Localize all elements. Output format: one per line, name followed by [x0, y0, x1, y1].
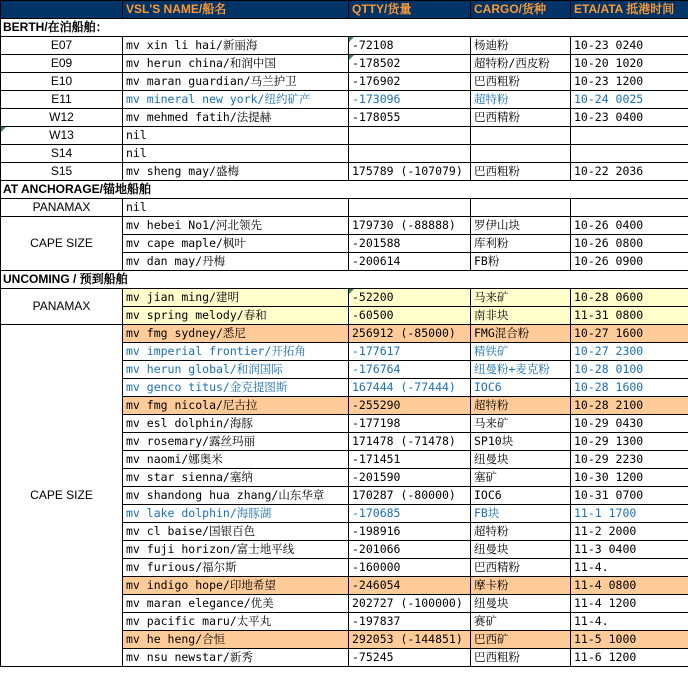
eta-cell[interactable]: 10-28 0100 — [571, 361, 688, 379]
cargo-cell[interactable]: 巴西矿 — [471, 631, 571, 649]
vessel-cell[interactable]: mv imperial frontier/开拓角 — [123, 343, 349, 361]
berth-cell[interactable]: E09 — [1, 55, 123, 73]
table-row[interactable] — [1, 73, 688, 91]
cargo-cell[interactable]: 精铁矿 — [471, 343, 571, 361]
cargo-cell[interactable]: FMG混合粉 — [471, 325, 571, 343]
qty-cell[interactable]: -171451 — [349, 451, 471, 469]
cargo-cell[interactable]: 纽曼块 — [471, 451, 571, 469]
qty-cell[interactable]: -177198 — [349, 415, 471, 433]
eta-cell[interactable]: 10-28 1600 — [571, 379, 688, 397]
table-header-row — [1, 1, 688, 19]
table-row[interactable] — [1, 127, 688, 145]
cargo-cell[interactable]: FB粉 — [471, 253, 571, 271]
vessel-cell[interactable]: mv spring melody/春和 — [123, 307, 349, 325]
berth-cell[interactable]: E07 — [1, 37, 123, 55]
cargo-cell[interactable]: 超特粉 — [471, 523, 571, 541]
table-row[interactable] — [1, 37, 688, 55]
eta-cell[interactable]: 11-2 2000 — [571, 523, 688, 541]
eta-cell[interactable]: 10-29 0430 — [571, 415, 688, 433]
group-capesize-upcoming: CAPE SIZE — [1, 325, 123, 667]
vessel-cell[interactable]: mv shandong hua zhang/山东华章 — [123, 487, 349, 505]
eta-cell[interactable]: 11-1 1700 — [571, 505, 688, 523]
qty-cell[interactable]: 171478 (-71478) — [349, 433, 471, 451]
qty-cell[interactable]: 170287 (-80000) — [349, 487, 471, 505]
vessel-cell[interactable]: mv maran guardian/马兰护卫 — [123, 73, 349, 91]
qty-cell[interactable]: 292053 (-144851) — [349, 631, 471, 649]
qty-cell[interactable]: -177617 — [349, 343, 471, 361]
eta-cell[interactable]: 10-23 0400 — [571, 109, 688, 127]
vessel-cell[interactable]: mv he heng/合恒 — [123, 631, 349, 649]
qty-cell[interactable]: -60500 — [349, 307, 471, 325]
vessel-cell[interactable]: mv cape maple/枫叶 — [123, 235, 349, 253]
qty-cell[interactable]: -200614 — [349, 253, 471, 271]
qty-cell[interactable]: -176902 — [349, 73, 471, 91]
eta-cell[interactable] — [571, 127, 688, 145]
eta-cell[interactable]: 10-23 1200 — [571, 73, 688, 91]
cargo-cell[interactable]: 巴西粗粉 — [471, 649, 571, 667]
vessel-cell[interactable]: mv mehmed fatih/法提赫 — [123, 109, 349, 127]
qty-cell[interactable]: -75245 — [349, 649, 471, 667]
vessel-cell[interactable]: mv herun china/和润中国 — [123, 55, 349, 73]
vessel-cell[interactable]: mv esl dolphin/海豚 — [123, 415, 349, 433]
berth-cell[interactable]: S14 — [1, 145, 123, 163]
cargo-cell[interactable] — [471, 127, 571, 145]
eta-cell[interactable]: 10-26 0900 — [571, 253, 688, 271]
cargo-cell[interactable]: 巴西精粉 — [471, 559, 571, 577]
vessel-cell[interactable]: mv hebei No1/河北领先 — [123, 217, 349, 235]
header-cargo[interactable]: CARGO/货种 — [471, 1, 571, 19]
table-row[interactable] — [1, 55, 688, 73]
qty-cell[interactable]: -52200 — [349, 289, 471, 307]
section-berth-title: BERTH/在泊船舶： — [1, 19, 688, 37]
group-panamax-anchor: PANAMAX — [1, 199, 123, 217]
cargo-cell[interactable]: 纽曼粉+麦克粉 — [471, 361, 571, 379]
vessel-cell[interactable]: mv herun global/和润国际 — [123, 361, 349, 379]
section-anchorage-row — [1, 181, 688, 199]
eta-cell[interactable]: 10-20 1020 — [571, 55, 688, 73]
eta-cell[interactable]: 11-4 1200 — [571, 595, 688, 613]
vessel-cell[interactable]: mv cl baise/国银百色 — [123, 523, 349, 541]
vessel-cell[interactable]: mv star sienna/塞纳 — [123, 469, 349, 487]
header-eta[interactable]: ETA/ATA 抵港时间 — [571, 1, 688, 19]
eta-cell[interactable]: 11-3 0400 — [571, 541, 688, 559]
qty-cell[interactable]: 167444 (-77444) — [349, 379, 471, 397]
eta-cell[interactable]: 10-26 0800 — [571, 235, 688, 253]
qty-cell[interactable]: -176764 — [349, 361, 471, 379]
qty-cell[interactable]: -72108 — [349, 37, 471, 55]
vessel-cell[interactable]: mv pacific maru/太平丸 — [123, 613, 349, 631]
qty-cell[interactable] — [349, 145, 471, 163]
vessel-cell[interactable]: mv rosemary/露丝玛丽 — [123, 433, 349, 451]
vessel-cell[interactable]: nil — [123, 199, 349, 217]
eta-cell[interactable] — [571, 145, 688, 163]
eta-cell[interactable]: 11-4 0800 — [571, 577, 688, 595]
eta-cell[interactable]: 10-23 0240 — [571, 37, 688, 55]
eta-cell[interactable]: 10-22 2036 — [571, 163, 688, 181]
cargo-cell[interactable]: 巴西粗粉 — [471, 73, 571, 91]
eta-cell[interactable]: 11-5 1000 — [571, 631, 688, 649]
cargo-cell[interactable] — [471, 145, 571, 163]
vessel-cell[interactable]: mv furious/福尔斯 — [123, 559, 349, 577]
berth-cell[interactable]: E11 — [1, 91, 123, 109]
cargo-cell[interactable]: 南非块 — [471, 307, 571, 325]
qty-cell[interactable] — [349, 199, 471, 217]
cargo-cell[interactable]: 库利粉 — [471, 235, 571, 253]
eta-cell[interactable]: 10-31 0700 — [571, 487, 688, 505]
vessel-cell[interactable]: mv sheng may/盛梅 — [123, 163, 349, 181]
cargo-cell[interactable]: 赛矿 — [471, 613, 571, 631]
group-capesize-anchor: CAPE SIZE — [1, 217, 123, 271]
vessel-cell[interactable]: mv naomi/娜奥米 — [123, 451, 349, 469]
eta-cell[interactable]: 10-28 2100 — [571, 397, 688, 415]
cargo-cell[interactable] — [471, 199, 571, 217]
vessel-cell[interactable]: mv fuji horizon/富士地平线 — [123, 541, 349, 559]
eta-cell[interactable]: 11-4. — [571, 559, 688, 577]
cargo-cell[interactable]: 纽曼块 — [471, 595, 571, 613]
eta-cell[interactable]: 10-27 1600 — [571, 325, 688, 343]
vessel-cell[interactable]: mv lake dolphin/海豚湖 — [123, 505, 349, 523]
cargo-cell[interactable]: 超特粉/西皮粉 — [471, 55, 571, 73]
qty-cell[interactable]: -246054 — [349, 577, 471, 595]
section-upcoming-title: UNCOMING / 预到船舶 — [1, 271, 688, 289]
cargo-cell[interactable]: 巴西粗粉 — [471, 163, 571, 181]
vessel-cell[interactable]: mv xin li hai/新丽海 — [123, 37, 349, 55]
vessel-cell[interactable]: mv maran elegance/优美 — [123, 595, 349, 613]
cargo-cell[interactable]: 杨迪粉 — [471, 37, 571, 55]
cargo-cell[interactable]: 超特粉 — [471, 397, 571, 415]
qty-cell[interactable]: -255290 — [349, 397, 471, 415]
cargo-cell[interactable]: IOC6 — [471, 379, 571, 397]
cargo-cell[interactable]: 马来矿 — [471, 415, 571, 433]
eta-cell[interactable]: 10-30 1200 — [571, 469, 688, 487]
eta-cell[interactable]: 10-28 0600 — [571, 289, 688, 307]
eta-cell[interactable]: 10-27 2300 — [571, 343, 688, 361]
table-row[interactable] — [1, 289, 688, 307]
qty-cell[interactable]: -201588 — [349, 235, 471, 253]
cargo-cell[interactable]: 超特粉 — [471, 91, 571, 109]
eta-cell[interactable] — [571, 199, 688, 217]
cargo-cell[interactable]: 纽曼块 — [471, 541, 571, 559]
vessel-cell[interactable]: mv nsu newstar/新秀 — [123, 649, 349, 667]
vessel-cell[interactable]: mv jian ming/建明 — [123, 289, 349, 307]
vessel-cell[interactable]: mv fmg nicola/尼古拉 — [123, 397, 349, 415]
header-qty[interactable]: QTTY/货量 — [349, 1, 471, 19]
eta-cell[interactable]: 11-6 1200 — [571, 649, 688, 667]
section-upcoming-row — [1, 271, 688, 289]
eta-cell[interactable]: 10-24 0025 — [571, 91, 688, 109]
qty-cell[interactable]: -178502 — [349, 55, 471, 73]
eta-cell[interactable]: 11-31 0800 — [571, 307, 688, 325]
berth-cell[interactable]: E10 — [1, 73, 123, 91]
qty-cell[interactable]: -201590 — [349, 469, 471, 487]
qty-cell[interactable]: -178055 — [349, 109, 471, 127]
vessel-cell[interactable]: mv dan may/丹梅 — [123, 253, 349, 271]
qty-cell[interactable]: -198916 — [349, 523, 471, 541]
cargo-cell[interactable]: 摩卡粉 — [471, 577, 571, 595]
berth-cell[interactable]: S15 — [1, 163, 123, 181]
table-row[interactable] — [1, 109, 688, 127]
qty-cell[interactable]: 256912 (-85000) — [349, 325, 471, 343]
qty-cell[interactable]: 202727 (-100000) — [349, 595, 471, 613]
section-berth-row — [1, 19, 688, 37]
qty-cell[interactable]: 179730 (-88888) — [349, 217, 471, 235]
group-panamax-upcoming: PANAMAX — [1, 289, 123, 325]
vessel-cell[interactable]: mv fmg sydney/悉尼 — [123, 325, 349, 343]
cargo-cell[interactable]: 马来矿 — [471, 289, 571, 307]
table-row[interactable] — [1, 199, 688, 217]
cargo-cell[interactable]: 罗伊山块 — [471, 217, 571, 235]
table-row[interactable] — [1, 163, 688, 181]
table-row[interactable] — [1, 91, 688, 109]
cargo-cell[interactable]: FB块 — [471, 505, 571, 523]
qty-cell[interactable] — [349, 127, 471, 145]
qty-cell[interactable]: -173096 — [349, 91, 471, 109]
berth-cell[interactable]: W13 — [1, 127, 123, 145]
cargo-cell[interactable]: SP10块 — [471, 433, 571, 451]
qty-cell[interactable]: -160000 — [349, 559, 471, 577]
cargo-cell[interactable]: IOC6 — [471, 487, 571, 505]
table-row[interactable] — [1, 325, 688, 343]
berth-cell[interactable]: W12 — [1, 109, 123, 127]
eta-cell[interactable]: 10-29 1300 — [571, 433, 688, 451]
eta-cell[interactable]: 10-29 2230 — [571, 451, 688, 469]
vessel-cell[interactable]: mv indigo hope/印地希望 — [123, 577, 349, 595]
table-row[interactable] — [1, 145, 688, 163]
vessel-cell[interactable]: mv genco titus/金克提图斯 — [123, 379, 349, 397]
qty-cell[interactable]: -170685 — [349, 505, 471, 523]
vessel-cell[interactable]: mv mineral new york/纽约矿产 — [123, 91, 349, 109]
qty-cell[interactable]: -201066 — [349, 541, 471, 559]
qty-cell[interactable]: 175789 (-107079) — [349, 163, 471, 181]
vessel-cell[interactable]: nil — [123, 127, 349, 145]
cargo-cell[interactable]: 巴西精粉 — [471, 109, 571, 127]
header-vessel[interactable]: VSL'S NAME/船名 — [123, 1, 349, 19]
header-berth-cell — [1, 1, 123, 19]
table-row[interactable] — [1, 217, 688, 235]
qty-cell[interactable]: -197837 — [349, 613, 471, 631]
eta-cell[interactable]: 10-26 0400 — [571, 217, 688, 235]
eta-cell[interactable]: 11-4. — [571, 613, 688, 631]
section-anchorage-title: AT ANCHORAGE/锚地船舶 — [1, 181, 688, 199]
cargo-cell[interactable]: 塞矿 — [471, 469, 571, 487]
vessel-cell[interactable]: nil — [123, 145, 349, 163]
